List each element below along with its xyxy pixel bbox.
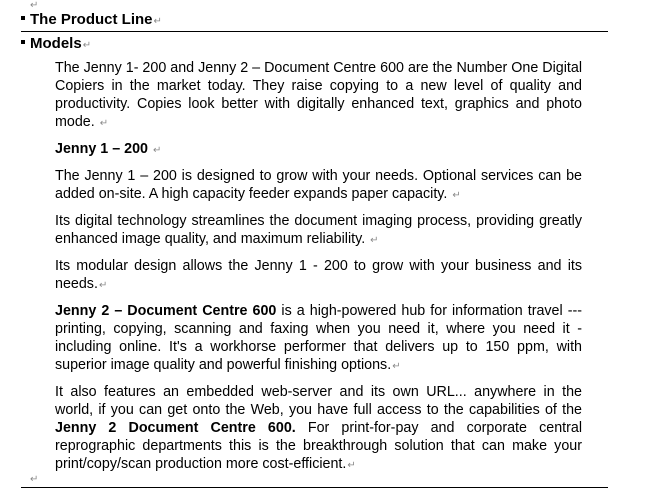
intro-text: The Jenny 1- 200 and Jenny 2 – Document Centre 600 are the Number One Digital Copiers in the market today. They raise copying to a new level of quality and productivity. Copies look better with digitally enhanced text, graphics and photo mode. (55, 60, 582, 130)
paragraph-mark: ↵ (30, 474, 39, 485)
jenny2-paragraph-2 (55, 383, 582, 475)
jenny2-paragraph-1 (55, 302, 582, 376)
heading-rule (21, 31, 608, 32)
paragraph-mark: ↵ (392, 361, 401, 372)
jenny2-name: Jenny 2 – Document Centre 600 (55, 303, 277, 319)
jenny1-paragraph-2 (55, 212, 582, 250)
paragraph-mark: ↵ (99, 118, 109, 129)
paragraph-mark: ↵ (98, 280, 108, 291)
jenny1-heading (55, 140, 582, 160)
paragraph-mark: ↵ (347, 460, 356, 471)
paragraph-mark: ↵ (370, 235, 379, 246)
footer-rule (21, 487, 608, 488)
section-heading (21, 11, 162, 31)
bullet-icon (21, 16, 25, 20)
jenny2-text-1: is a high-powered hub for information travel ---printing, copying, scanning and faxing when you need it, where you need it - including online. It's a workhorse performer that delivers up to 150 ppm, with superior image quality and powerful finishing options. (55, 303, 582, 373)
jenny1-paragraph-1 (55, 167, 582, 205)
paragraph-mark: ↵ (153, 16, 162, 27)
jenny2-text-2c: For print-for-pay and corporate central reprographic departments this is the breakthrough solution that can make your print/copy/scan production more cost-efficient. (55, 420, 583, 472)
document-body (55, 59, 582, 482)
paragraph-mark: ↵ (82, 40, 92, 51)
subsection-heading-text: Models (30, 35, 82, 52)
jenny1-text-3: Its modular design allows the Jenny 1 - 200 to grow with your business and its needs. (55, 258, 582, 292)
jenny1-text-1: The Jenny 1 – 200 is designed to grow with your needs. Optional services can be added on-site. A high capacity feeder expands paper capacity. (55, 168, 582, 202)
jenny1-text-2: Its digital technology streamlines the document imaging process, providing greatly enhanced image quality, and maximum reliability. (55, 213, 582, 247)
paragraph-mark: ↵ (452, 190, 461, 201)
section-heading-text: The Product Line (30, 11, 153, 28)
jenny1-paragraph-3 (55, 257, 582, 295)
jenny2-text-2b: Jenny 2 Document Centre 600. (55, 420, 296, 436)
jenny2-text-2a: It also features an embedded web-server and its own URL... anywhere in the world, if you can get onto the Web, you have full access to the capabilities of the (55, 384, 582, 418)
bullet-icon (21, 40, 25, 44)
paragraph-mark: ↵ (30, 0, 39, 11)
subsection-heading (21, 35, 91, 55)
intro-paragraph (55, 59, 582, 133)
paragraph-mark: ↵ (152, 145, 162, 156)
jenny1-heading-text: Jenny 1 – 200 (55, 141, 148, 157)
